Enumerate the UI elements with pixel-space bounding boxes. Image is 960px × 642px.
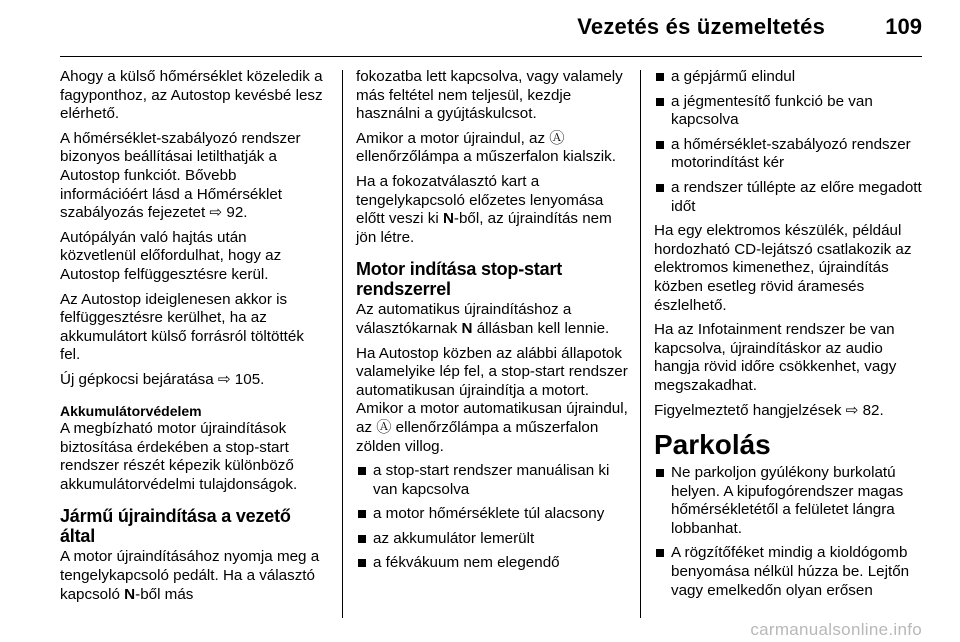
paragraph: [356, 173, 628, 247]
column-3: [654, 68, 924, 618]
paragraph: Autópályán való hajtás után közvetlenül előfordulhat, hogy az Autostop felfüggesztésre kerül.: [60, 228, 282, 283]
list-item: a rendszer túllépte az előre megadott időt: [654, 179, 924, 216]
bullet-list: [654, 68, 924, 216]
page-number: 109: [885, 14, 922, 39]
list-item: a motor hőmérséklete túl alacsony: [356, 505, 628, 524]
list-item: a jégmentesítő funkció be van kapcsolva: [654, 93, 924, 130]
text: -ből, az újraindítás nem jön létre.: [356, 210, 612, 246]
gear-n: N: [124, 585, 136, 603]
paragraph: Ha egy elektromos készülék, például hordozható CD-lejátszó csatlakozik az elektromos kimenethez, újraindítás közben esetleg rövid áramesés észlelhető.: [654, 222, 912, 314]
paragraph: A megbízható motor újraindítások biztosítása érdekében a stop-start rendszer részét képezik különböző akkumulátorvédelmi tulajdonságok.: [60, 420, 298, 493]
section-heading-driver-restart: Jármű újraindítása a vezető által: [60, 506, 291, 547]
gear-n: N: [461, 319, 473, 337]
text: A motor újraindításához nyomja meg a tengelykapcsoló pedált. Ha a választó kapcsoló: [60, 548, 320, 603]
gear-n: N: [442, 210, 454, 228]
column-divider-1: [342, 70, 343, 618]
list-item: a hőmérséklet-szabályozó rendszer motorindítást kér: [654, 136, 924, 173]
paragraph: fokozatba lett kapcsolva, vagy valamely más feltétel nem teljesül, kezdje használni a gyújtáskulcsot.: [356, 68, 623, 123]
paragraph: A hőmérséklet-szabályozó rendszer bizonyos beállításai letilthatják a Autostop funkciót. Bővebb információért lásd a Hőmérséklet szabályozás fejezetet ⇨ 92.: [60, 129, 301, 222]
paragraph: [60, 548, 325, 604]
column-1: [60, 68, 325, 618]
paragraph: Az Autostop ideiglenesen akkor is felfüggesztésre kerülhet, ha az akkumulátort külső forrásról töltötték fel.: [60, 290, 304, 364]
list-item: a gépjármű elindul: [654, 68, 924, 87]
section-heading-stop-start-restart: Motor indítása stop-start rendszerrel: [356, 259, 563, 300]
column-2: [356, 68, 628, 618]
subheading-battery-protection: Akkumulátorvédelem: [60, 402, 202, 419]
text: Az automatikus újraindításhoz a választókarnak: [356, 301, 572, 337]
column-divider-2: [640, 70, 641, 618]
paragraph: Ha az Infotainment rendszer be van kapcsolva, újraindításkor az audio hangja rövid időre csökkenhet, vagy megszakadhat.: [654, 321, 897, 394]
paragraph: Figyelmeztető hangjelzések ⇨ 82.: [654, 401, 884, 419]
paragraph: Ahogy a külső hőmérséklet közeledik a fagyponthoz, az Autostop kevésbé lesz elérhető.: [60, 68, 323, 123]
header-title: Vezetés és üzemeltetés: [577, 14, 825, 39]
paragraph: Új gépkocsi bejáratása ⇨ 105.: [60, 370, 265, 388]
text: -ből más: [135, 585, 194, 603]
bullet-list: [356, 462, 628, 573]
text: Ha a fokozatválasztó kart a tengelykapcsoló előzetes lenyomása előtt veszi ki: [356, 172, 604, 228]
paragraph: Amikor a motor újraindul, az Ⓐ ellenőrzőlámpa a műszerfalon kialszik.: [356, 129, 616, 166]
section-heading-parking: Parkolás: [654, 429, 771, 461]
list-item: a fékvákuum nem elegendő: [356, 554, 628, 573]
list-item: a stop-start rendszer manuálisan ki van kapcsolva: [356, 462, 628, 499]
watermark: carmanualsonline.info: [750, 620, 922, 639]
paragraph: [356, 301, 628, 338]
paragraph: Ha Autostop közben az alábbi állapotok valamelyike lép fel, a stop-start rendszer automatikusan újraindítja a motort. Amikor a motor automatikusan újraindul, az Ⓐ ellenőrzőlámpa a műszerfalon zölden villog.: [356, 344, 628, 455]
header-rule: [60, 56, 922, 57]
bullet-list: [654, 464, 924, 600]
list-item: az akkumulátor lemerült: [356, 530, 628, 549]
list-item: Ne parkoljon gyúlékony burkolatú helyen. A kipufogórendszer magas hőmérsékletétől a felületet lángra lobbanhat.: [654, 464, 924, 538]
text: állásban kell lennie.: [472, 319, 610, 337]
list-item: A rögzítőféket mindig a kioldógomb benyomása nélkül húzza be. Lejtőn vagy emelkedőn olyan erősen: [654, 544, 924, 600]
